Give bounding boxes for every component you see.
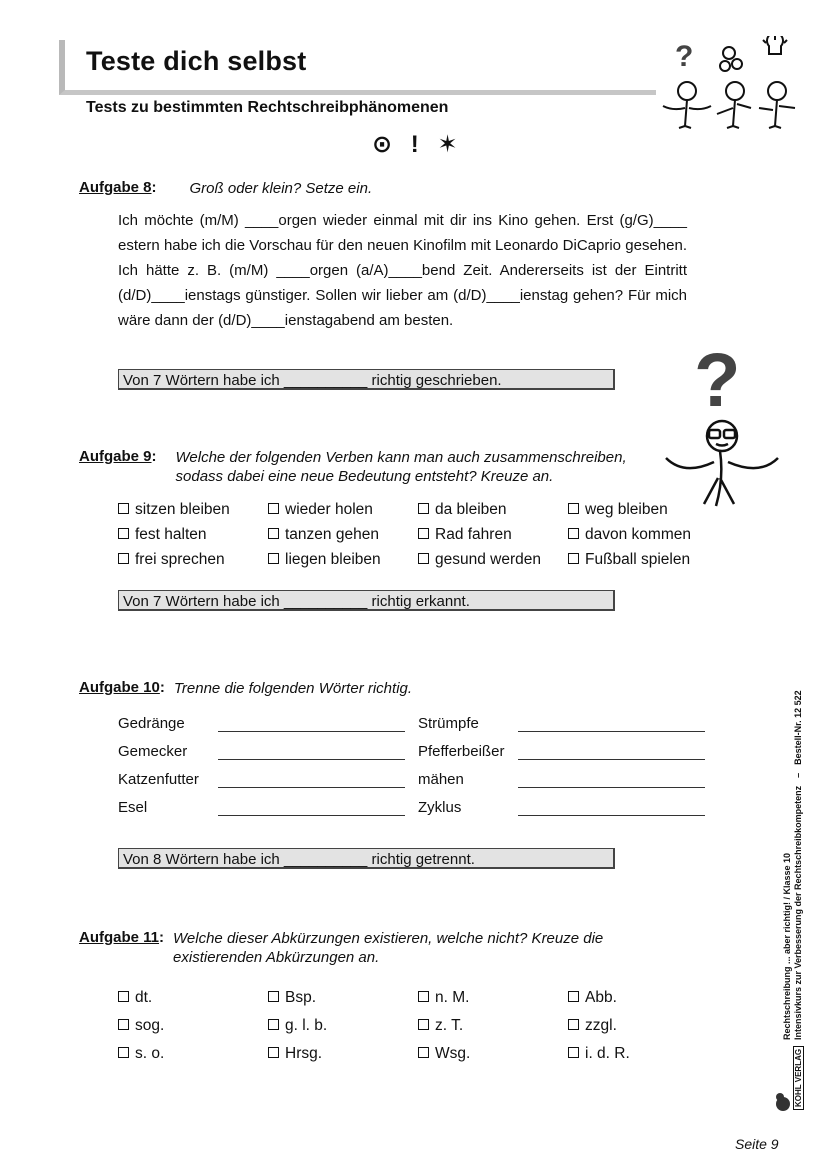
option-item[interactable]: i. d. R. bbox=[568, 1044, 718, 1063]
checkbox-icon[interactable] bbox=[418, 553, 429, 564]
task-10-instruction: Trenne die folgenden Wörter richtig. bbox=[173, 680, 413, 697]
word-label: Katzenfutter bbox=[118, 771, 199, 788]
task-8-label: Aufgabe 8 bbox=[79, 179, 152, 196]
publisher-logo-text: KOHL VERLAG bbox=[793, 1046, 804, 1110]
option-item[interactable]: Rad fahren bbox=[418, 524, 568, 545]
svg-text:?: ? bbox=[675, 40, 694, 73]
checkbox-icon[interactable] bbox=[268, 991, 279, 1002]
option-item[interactable]: n. M. bbox=[418, 988, 568, 1007]
answer-line[interactable] bbox=[518, 742, 705, 760]
task-11-heading: Aufgabe 11 : Welche dieser Abkürzungen existieren, welche nicht? Kreuze die existierenden Abkürzungen an. bbox=[79, 929, 604, 966]
sidebar-course: Intensivkurs zur Verbesserung der Rechtschreibkompetenz bbox=[793, 785, 803, 1040]
checkbox-icon[interactable] bbox=[268, 528, 279, 539]
word-label: Zyklus bbox=[418, 799, 462, 816]
word-label: mähen bbox=[418, 771, 464, 788]
task-10-label: Aufgabe 10 bbox=[79, 679, 160, 696]
option-item[interactable]: wieder holen bbox=[268, 499, 418, 520]
option-item[interactable]: s. o. bbox=[118, 1044, 268, 1063]
word-label: Esel bbox=[118, 799, 148, 816]
checkbox-icon[interactable] bbox=[118, 991, 129, 1002]
checkbox-icon[interactable] bbox=[418, 1019, 429, 1030]
word-label: Gedränge bbox=[118, 715, 185, 732]
option-item[interactable]: Fußball spielen bbox=[568, 549, 718, 570]
answer-line[interactable] bbox=[218, 798, 405, 816]
checkbox-icon[interactable] bbox=[568, 1019, 579, 1030]
answer-line[interactable] bbox=[518, 770, 705, 788]
checkbox-icon[interactable] bbox=[268, 503, 279, 514]
answer-line[interactable] bbox=[518, 798, 705, 816]
option-item[interactable]: sitzen bleiben bbox=[118, 499, 268, 520]
option-item[interactable]: Bsp. bbox=[268, 988, 418, 1007]
task-9-instruction: Welche der folgenden Verben kann man auch zusammenschreiben, sodass dabei eine neue Bedeutung entsteht? Kreuze an. bbox=[175, 449, 627, 485]
option-item[interactable]: liegen bleiben bbox=[268, 549, 418, 570]
checkbox-icon[interactable] bbox=[568, 553, 579, 564]
sidebar-series: Rechtschreibung ... aber richtig! / Klasse 10 bbox=[782, 852, 792, 1040]
publisher-logo-icon bbox=[774, 1092, 792, 1114]
word-label: Strümpfe bbox=[418, 715, 479, 732]
sidebar-order-number: Bestell-Nr. 12 522 bbox=[793, 690, 803, 765]
checkbox-icon[interactable] bbox=[568, 1047, 579, 1058]
option-item[interactable]: dt. bbox=[118, 988, 268, 1007]
gear-icon bbox=[723, 47, 735, 59]
option-item[interactable]: tanzen gehen bbox=[268, 524, 418, 545]
task-9-score-box: Von 7 Wörtern habe ich __________ richtig erkannt. bbox=[118, 590, 615, 611]
answer-line[interactable] bbox=[218, 714, 405, 732]
task-8-instruction: Groß oder klein? Setze ein. bbox=[189, 180, 373, 197]
task-8-text: Ich möchte (m/M) ____orgen wieder einmal mit dir ins Kino gehen. Erst (g/G)____ estern habe ich die Vorschau für den neuen Kinofilm mit Leonardo DiCaprio gesehen. Ich hätte z. B. (m/M) ____orgen (a/A)____bend Zeit. Andererseits ist der Eintritt (d/D)____ienstags günstiger. Sollen wir lieber am (d/D)____ienstag gehen? Für mich wäre dann der (d/D)____ienstagabend am besten. bbox=[118, 212, 687, 329]
option-item[interactable]: sog. bbox=[118, 1016, 268, 1035]
option-item[interactable]: davon kommen bbox=[568, 524, 718, 545]
checkbox-icon[interactable] bbox=[118, 1047, 129, 1058]
difficulty-symbols: ⊙ ! ✶ bbox=[372, 131, 464, 158]
checkbox-icon[interactable] bbox=[268, 1047, 279, 1058]
checkbox-icon[interactable] bbox=[118, 503, 129, 514]
checkbox-icon[interactable] bbox=[568, 503, 579, 514]
option-item[interactable]: da bleiben bbox=[418, 499, 568, 520]
task-9-heading: Aufgabe 9 : Welche der folgenden Verben kann man auch zusammenschreiben, sodass dabei eine neue Bedeutung entsteht? Kreuze an. bbox=[79, 448, 627, 485]
option-item[interactable]: frei sprechen bbox=[118, 549, 268, 570]
checkbox-icon[interactable] bbox=[118, 553, 129, 564]
page-subtitle: Tests zu bestimmten Rechtschreibphänomenen bbox=[86, 99, 449, 116]
option-item[interactable]: z. T. bbox=[418, 1016, 568, 1035]
checkbox-icon[interactable] bbox=[268, 1019, 279, 1030]
task-8-heading: Aufgabe 8 : Groß oder klein? Setze ein. bbox=[79, 179, 373, 197]
checkbox-icon[interactable] bbox=[568, 991, 579, 1002]
task-9-label: Aufgabe 9 bbox=[79, 448, 152, 465]
word-label: Pfefferbeißer bbox=[418, 743, 505, 760]
question-mark-icon: ? bbox=[694, 338, 741, 423]
option-item[interactable]: g. l. b. bbox=[268, 1016, 418, 1035]
checkbox-icon[interactable] bbox=[118, 528, 129, 539]
task-9-options bbox=[118, 499, 718, 570]
confused-figure-illustration bbox=[664, 338, 782, 510]
answer-line[interactable] bbox=[218, 770, 405, 788]
task-10-words bbox=[118, 714, 708, 817]
option-item[interactable]: fest halten bbox=[118, 524, 268, 545]
option-item[interactable]: Wsg. bbox=[418, 1044, 568, 1063]
checkbox-icon[interactable] bbox=[268, 553, 279, 564]
sidebar-publisher-info bbox=[782, 690, 804, 1040]
thinking-figures-illustration bbox=[655, 36, 805, 130]
answer-line[interactable] bbox=[518, 714, 705, 732]
page-number: Seite 9 bbox=[735, 1136, 779, 1152]
task-11-instruction: Welche dieser Abkürzungen existieren, welche nicht? Kreuze die existierenden Abkürzungen an. bbox=[173, 930, 604, 966]
option-item[interactable]: zzgl. bbox=[568, 1016, 718, 1035]
checkbox-icon[interactable] bbox=[418, 528, 429, 539]
word-label: Gemecker bbox=[118, 743, 188, 760]
checkbox-icon[interactable] bbox=[568, 528, 579, 539]
option-item[interactable]: Abb. bbox=[568, 988, 718, 1007]
option-item[interactable]: Hrsg. bbox=[268, 1044, 418, 1063]
task-10-heading: Aufgabe 10 : Trenne die folgenden Wörter richtig. bbox=[79, 679, 413, 697]
checkbox-icon[interactable] bbox=[418, 1047, 429, 1058]
task-10-score-box: Von 8 Wörtern habe ich __________ richtig getrennt. bbox=[118, 848, 615, 869]
checkbox-icon[interactable] bbox=[118, 1019, 129, 1030]
page-title: Teste dich selbst bbox=[86, 46, 307, 76]
task-11-label: Aufgabe 11 bbox=[79, 929, 160, 946]
task-8-score-box: Von 7 Wörtern habe ich __________ richtig geschrieben. bbox=[118, 369, 615, 390]
option-item[interactable]: gesund werden bbox=[418, 549, 568, 570]
option-item[interactable]: weg bleiben bbox=[568, 499, 718, 520]
sidebar-separator: – bbox=[793, 772, 803, 778]
task-11-options bbox=[118, 988, 718, 1063]
answer-line[interactable] bbox=[218, 742, 405, 760]
checkbox-icon[interactable] bbox=[418, 991, 429, 1002]
checkbox-icon[interactable] bbox=[418, 503, 429, 514]
